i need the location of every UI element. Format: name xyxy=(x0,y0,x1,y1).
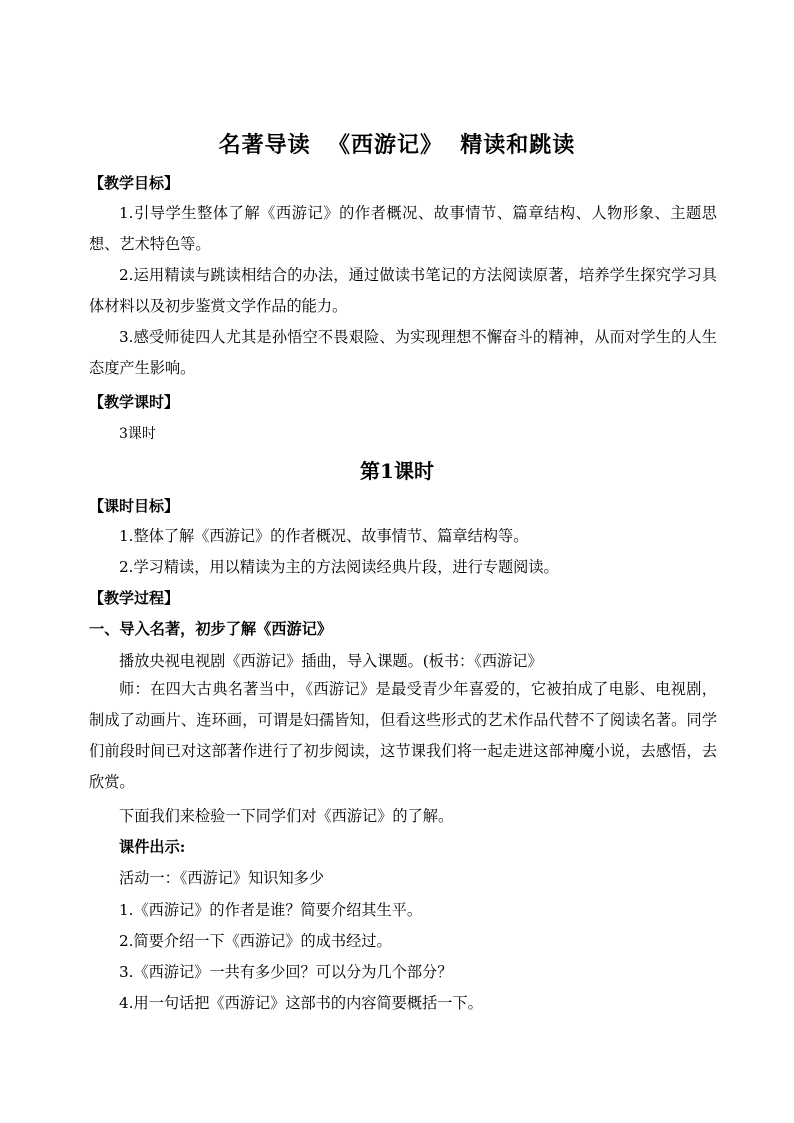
teaching-goal-item-1: 1.引导学生整体了解《西游记》的作者概况、故事情节、篇章结构、人物形象、主题思想、艺术特色等。 xyxy=(89,204,717,253)
teaching-process-heading: 【教学过程】 xyxy=(89,589,180,607)
lesson-goals-heading: 【课时目标】 xyxy=(89,497,180,515)
class-hours-value: 3课时 xyxy=(119,426,156,442)
activity-title: 活动一：《西游记》知识知多少 xyxy=(119,869,325,887)
teaching-goal-item-3: 3.感受师徒四人尤其是孙悟空不畏艰险、为实现理想不懈奋斗的精神，从而对学生的人生态度产生影响。 xyxy=(89,328,717,377)
teacher-paragraph: 师：在四大古典名著当中，《西游记》是最受青少年喜爱的，它被拍成了电影、电视剧，制成了动画片、连环画，可谓是妇孺皆知，但看这些形式的艺术作品代替不了阅读名著。同学们前段时间已对这部著作进行了初步阅读，这节课我们将一起走进这部神魔小说，去感悟，去欣赏。 xyxy=(89,680,717,791)
document-title: 名著导读 《西游记》 精读和跳读 xyxy=(218,132,576,158)
courseware-label: 课件出示: xyxy=(119,838,186,856)
intro-paragraph: 播放央视电视剧《西游记》插曲，导入课题。(板书：《西游记》 xyxy=(119,652,543,670)
check-paragraph: 下面我们来检验一下同学们对《西游记》的了解。 xyxy=(119,807,454,825)
part1-heading: 一、导入名著，初步了解《西游记》 xyxy=(89,620,332,638)
question-item-4: 4.用一句话把《西游记》这部书的内容简要概括一下。 xyxy=(119,994,483,1012)
question-item-2: 2.简要介绍一下《西游记》的成书经过。 xyxy=(119,932,392,950)
lesson-goal-item-1: 1.整体了解《西游记》的作者概况、故事情节、篇章结构等。 xyxy=(119,527,529,545)
teaching-goals-heading: 【教学目标】 xyxy=(89,174,180,192)
question-item-3: 3.《西游记》一共有多少回？可以分为几个部分？ xyxy=(119,963,453,981)
question-item-1: 1.《西游记》的作者是谁？简要介绍其生平。 xyxy=(119,901,423,919)
lesson-goal-item-2: 2.学习精读，用以精读为主的方法阅读经典片段，进行专题阅读。 xyxy=(119,558,559,576)
class-hours-heading: 【教学课时】 xyxy=(89,393,180,411)
lesson-title: 第1课时 xyxy=(360,459,434,483)
teaching-goal-item-2: 2.运用精读与跳读相结合的办法，通过做读书笔记的方法阅读原著，培养学生探究学习具体材料以及初步鉴赏文学作品的能力。 xyxy=(89,266,717,315)
